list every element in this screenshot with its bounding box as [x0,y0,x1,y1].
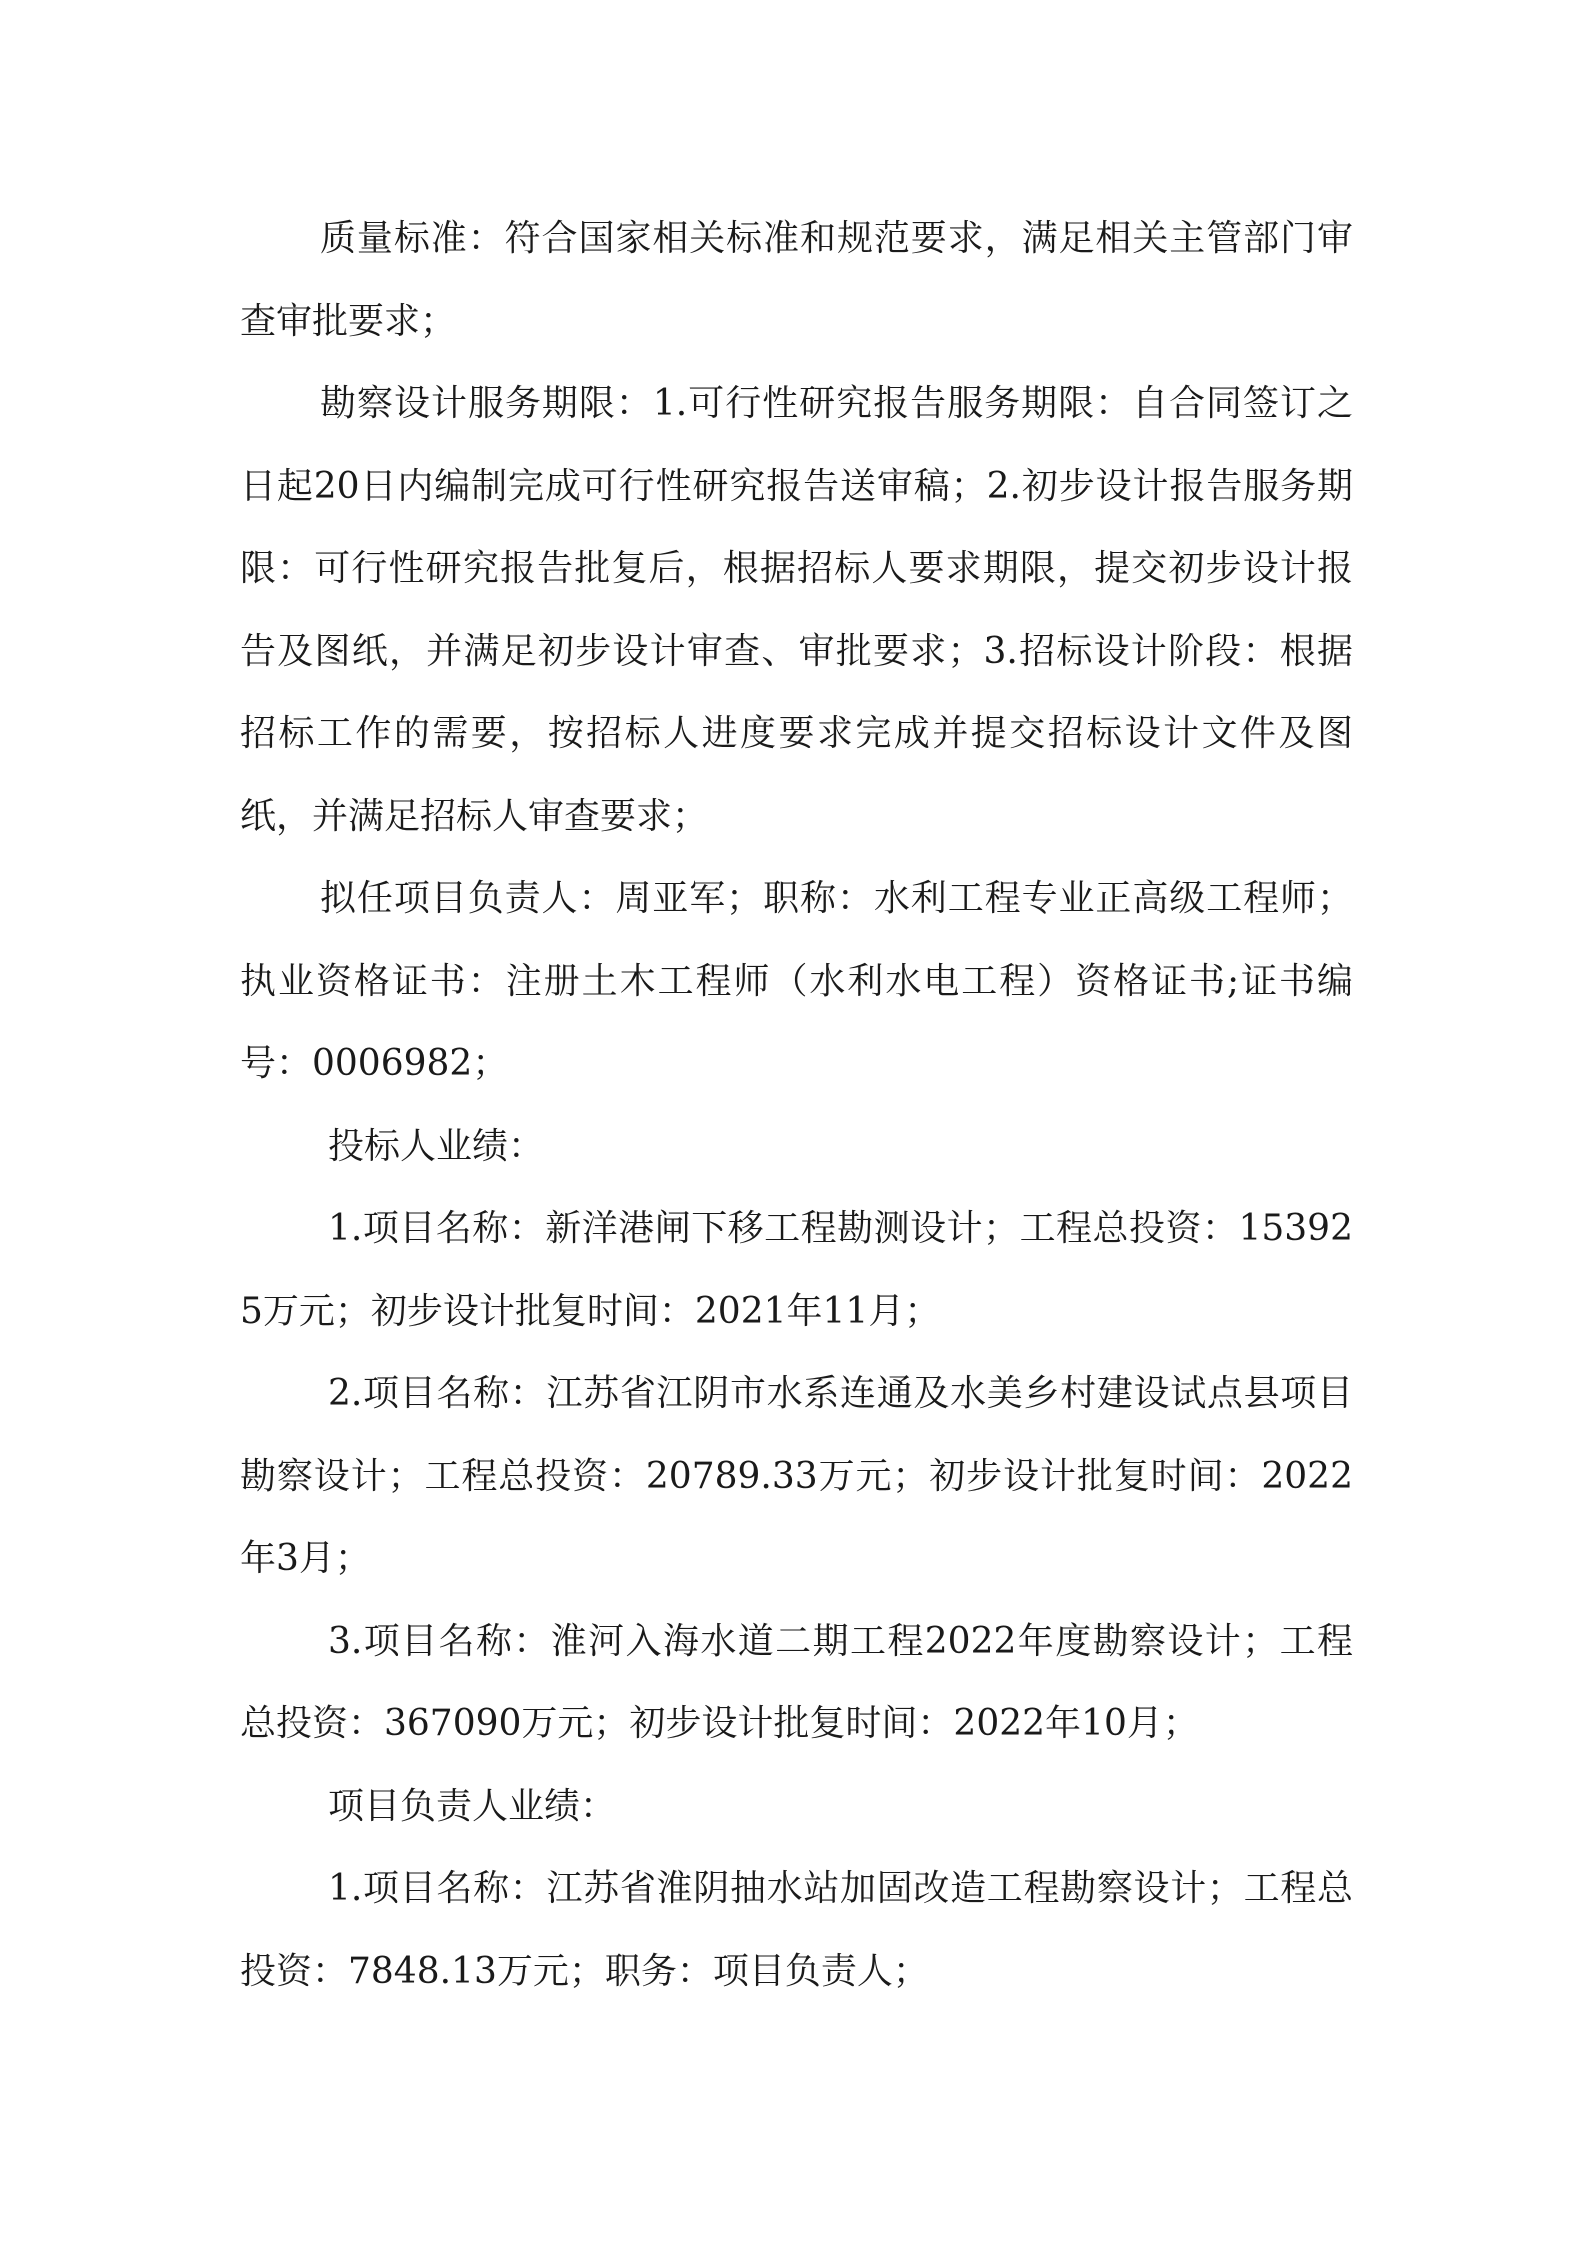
bidder-performance-item-1: 1.项目名称：新洋港闸下移工程勘测设计；工程总投资：153925万元；初步设计批复时间：2021年11月； [240,1208,1353,1332]
bidder-performance-item-3: 3.项目名称：淮河入海水道二期工程2022年度勘察设计；工程总投资：367090万元；初步设计批复时间：2022年10月； [240,1620,1353,1744]
quality-standard-paragraph: 质量标准：符合国家相关标准和规范要求，满足相关主管部门审查审批要求； [240,218,1353,342]
bidder-performance-heading: 投标人业绩： [328,1125,545,1167]
bidder-performance-item-2: 2.项目名称：江苏省江阴市水系连通及水美乡村建设试点县项目勘察设计；工程总投资：20789.33万元；初步设计批复时间：2022年3月； [240,1373,1353,1579]
leader-performance-item-1: 1.项目名称：江苏省淮阴抽水站加固改造工程勘察设计；工程总投资：7848.13万元；职务：项目负责人； [240,1868,1353,1992]
leader-performance-heading: 项目负责人业绩： [328,1785,617,1827]
project-leader-paragraph: 拟任项目负责人：周亚军；职称：水利工程专业正高级工程师；执业资格证书：注册土木工程师（水利水电工程）资格证书;证书编号：0006982； [240,878,1353,1084]
service-period-paragraph: 勘察设计服务期限：1.可行性研究报告服务期限：自合同签订之日起20日内编制完成可行性研究报告送审稿；2.初步设计报告服务期限：可行性研究报告批复后，根据招标人要求期限，提交初步设计报告及图纸，并满足初步设计审查、审批要求；3.招标设计阶段：根据招标工作的需要，按招标人进度要求完成并提交招标设计文件及图纸，并满足招标人审查要求； [240,383,1353,837]
document-body [240,198,1353,2013]
